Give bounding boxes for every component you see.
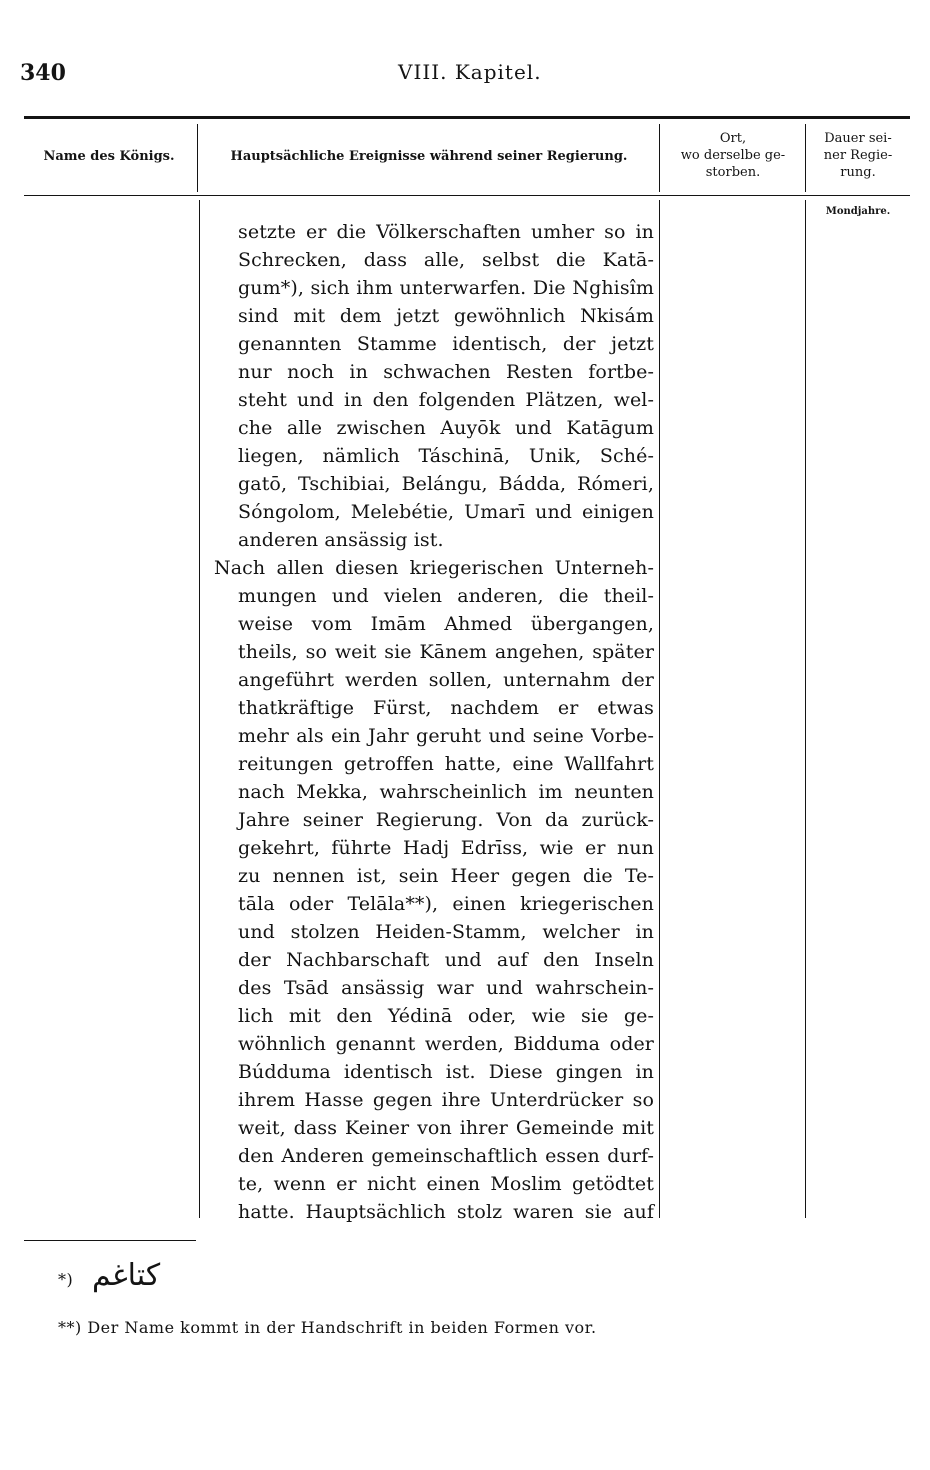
text-line: hatte. Hauptsächlich stolz waren sie auf	[238, 1201, 654, 1223]
column-divider-2	[659, 124, 660, 192]
text-line: liegen, nämlich Táschinā, Unik, Sché-	[238, 445, 654, 467]
text-line: te, wenn er nicht einen Moslim getödtet	[238, 1173, 654, 1195]
top-rule	[24, 116, 910, 119]
column-header-duration-line: Dauer sei-	[824, 131, 892, 146]
column-header-duration-line: rung.	[840, 165, 876, 180]
text-line: genannten Stamme identisch, der jetzt	[238, 333, 654, 355]
text-line: nur noch in schwachen Resten fortbe-	[238, 361, 654, 383]
text-line: gekehrt, führte Hadj Edrīss, wie er nun	[238, 837, 654, 859]
text-line: tāla oder Telāla**), einen kriegerischen	[238, 893, 654, 915]
column-divider-1-body	[199, 200, 200, 1218]
text-line: den Anderen gemeinschaftlich essen durf-	[238, 1145, 654, 1167]
text-line: thatkräftige Fürst, nachdem er etwas	[238, 697, 654, 719]
text-line: Búdduma identisch ist. Diese gingen in	[238, 1061, 654, 1083]
column-header-duration-line: ner Regie-	[823, 148, 893, 163]
events-text	[214, 218, 654, 1226]
text-line: des Tsād ansässig war und wahrschein-	[238, 977, 654, 999]
text-line: anderen ansässig ist.	[238, 529, 444, 551]
text-line: Nach allen diesen kriegerischen Unterneh-	[214, 557, 654, 579]
column-header-reign-duration	[808, 130, 908, 181]
column-header-king-name: Name des Königs.	[43, 149, 175, 164]
column-header-place-line: Ort,	[719, 131, 747, 146]
column-header-place-of-death	[662, 130, 804, 181]
text-line: Schrecken, dass alle, selbst die Katā-	[238, 249, 654, 271]
column-divider-1	[197, 124, 198, 192]
text-line: zu nennen ist, sein Heer gegen die Te-	[238, 865, 654, 887]
text-line: Sóngolom, Melebétie, Umarī und einigen	[238, 501, 654, 523]
text-line: theils, so weit sie Kānem angehen, später	[238, 641, 654, 663]
text-line: mehr als ein Jahr geruht und seine Vorbe-	[238, 725, 654, 747]
column-header-events: Hauptsächliche Ereignisse während seiner Regierung.	[230, 149, 628, 164]
footnote-rule	[24, 1240, 196, 1241]
footnote-2: **) Der Name kommt in der Handschrift in beiden Formen vor.	[58, 1318, 597, 1337]
text-line: und stolzen Heiden-Stamm, welcher in	[238, 921, 654, 943]
duration-unit-label: Mondjahre.	[825, 206, 891, 217]
footnote-1-marker: *)	[58, 1270, 74, 1289]
text-line: setzte er die Völkerschaften umher so in	[238, 221, 654, 243]
text-line: sind mit dem jetzt gewöhnlich Nkisám	[238, 305, 654, 327]
text-line: wöhnlich genannt werden, Bidduma oder	[238, 1033, 654, 1055]
chapter-title: VIII. Kapitel.	[398, 60, 542, 84]
column-header-place-line: storben.	[705, 165, 761, 180]
column-divider-3-body	[805, 200, 806, 1218]
text-line: lich mit den Yédinā oder, wie sie ge-	[238, 1005, 654, 1027]
column-divider-3	[805, 124, 806, 192]
text-line: Jahre seiner Regierung. Von da zurück-	[238, 809, 654, 831]
column-divider-2-body	[659, 200, 660, 1218]
text-line: gatō, Tschibiai, Belángu, Bádda, Rómeri,	[238, 473, 654, 495]
page-number: 340	[20, 60, 66, 86]
text-line: weise vom Imām Ahmed übergangen,	[238, 613, 654, 635]
column-header-place-line: wo derselbe ge-	[680, 148, 786, 163]
footnote-1-arabic: كتاغم	[92, 1258, 161, 1293]
text-line: angeführt werden sollen, unternahm der	[238, 669, 654, 691]
text-line: mungen und vielen anderen, die theil-	[238, 585, 654, 607]
header-bottom-rule	[24, 195, 910, 196]
text-line: reitungen getroffen hatte, eine Wallfahrt	[238, 753, 654, 775]
text-line: ihrem Hasse gegen ihre Unterdrücker so	[238, 1089, 654, 1111]
text-line: gum*), sich ihm unterwarfen. Die Nghisîm	[238, 277, 654, 299]
text-line: weit, dass Keiner von ihrer Gemeinde mit	[238, 1117, 654, 1139]
text-line: steht und in den folgenden Plätzen, wel-	[238, 389, 654, 411]
text-line: der Nachbarschaft und auf den Inseln	[238, 949, 654, 971]
text-line: che alle zwischen Auyōk und Katāgum	[238, 417, 654, 439]
text-line: nach Mekka, wahrscheinlich im neunten	[238, 781, 654, 803]
